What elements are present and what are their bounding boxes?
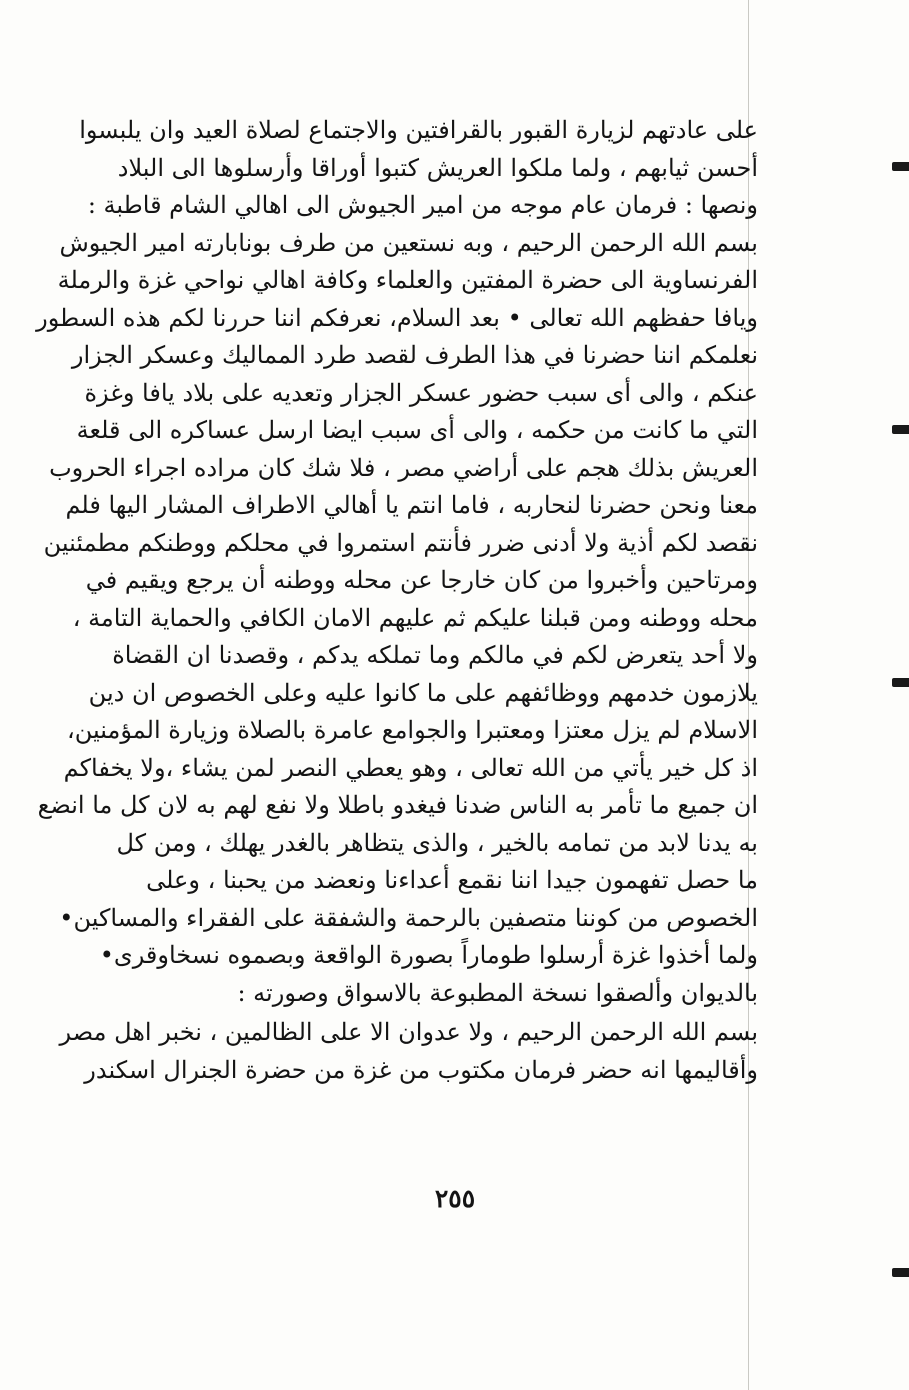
text-line: بالديوان وألصقوا نسخة المطبوعة بالاسواق وصورته : [237, 978, 758, 1007]
text-line: معنا ونحن حضرنا لنحاربه ، فاما انتم يا أهالي الاطراف المشار اليها فلم [65, 491, 758, 519]
text-line: به يدنا لابد من تمامه بالخير ، والذى يتظاهر بالغدر يهلك ، ومن كل [116, 828, 758, 857]
text-line: التي ما كانت من حكمه ، والى أى سبب ايضا ارسل عساكره الى قلعة [76, 416, 758, 444]
edge-mark [892, 425, 909, 434]
text-line: ولا أحد يتعرض لكم في مالكم وما تملكه يدكم ، وقصدنا ان القضاة [112, 641, 758, 669]
text-line: ولما أخذوا غزة أرسلوا طوماراً بصورة الواقعة وبصموه نسخاوقرى• [99, 941, 758, 969]
edge-mark [892, 1268, 909, 1277]
text-line: ما حصل تفهمون جيدا اننا نقمع أعداءنا ونعضد من يحبنا ، وعلى [146, 866, 758, 894]
edge-mark [892, 678, 909, 687]
text-line: ونصها : فرمان عام موجه من امير الجيوش الى اهالي الشام قاطبة : [87, 191, 758, 219]
text-line: ويافا حفظهم الله تعالى • بعد السلام، نعرفكم اننا حررنا لكم هذه السطور [36, 303, 758, 332]
text-line: بسم الله الرحمن الرحيم ، وبه نستعين من طرف بونابارته امير الجيوش [59, 228, 758, 257]
text-line: الخصوص من كوننا متصفين بالرحمة والشفقة على الفقراء والمساكين• [59, 903, 758, 932]
edge-mark [892, 162, 909, 171]
text-line: عنكم ، والى أى سبب حضور عسكر الجزار وتعديه على بلاد يافا وغزة [84, 378, 758, 407]
text-line: بسم الله الرحمن الرحيم ، ولا عدوان الا على الظالمين ، نخبر اهل مصر [59, 1018, 758, 1046]
text-line: الاسلام لم يزل معتزا ومعتبرا والجوامع عامرة بالصلاة وزيارة المؤمنين، [67, 716, 758, 744]
text-line: أحسن ثيابهم ، ولما ملكوا العريش كتبوا أوراقا وأرسلوها الى البلاد [117, 153, 758, 182]
text-line: على عادتهم لزيارة القبور بالقرافتين والاجتماع لصلاة العيد وان يلبسوا [79, 116, 758, 144]
body-text [36, 112, 758, 1089]
page-number: ٢٥٥ [434, 1184, 476, 1213]
text-line: وأقاليمها انه حضر فرمان مكتوب من غزة من حضرة الجنرال اسكندر [84, 1055, 758, 1084]
text-line: ومرتاحين وأخبروا من كان خارجا عن محله ووطنه أن يرجع ويقيم في [85, 566, 758, 594]
text-line: يلازمون خدمهم ووظائفهم على ما كانوا عليه وعلى الخصوص ان دين [88, 678, 758, 707]
text-line: نقصد لكم أذية ولا أدنى ضرر فأنتم استمروا في محلكم ووطنكم مطمئنين [43, 528, 758, 557]
text-line: محله ووطنه ومن قبلنا عليكم ثم عليهم الامان الكافي والحماية التامة ، [72, 603, 758, 632]
text-line: الفرنساوية الى حضرة المفتين والعلماء وكافة اهالي نواحي غزة والرملة [57, 266, 758, 294]
text-line: العريش بذلك هجم على أراضي مصر ، فلا شك كان مراده اجراء الحروب [49, 453, 758, 482]
text-line: ان جميع ما تأمر به الناس ضدنا فيغدو باطلا ولا نفع لهم به لان كل ما انضع [37, 791, 758, 819]
text-line: نعلمكم اننا حضرنا في هذا الطرف لقصد طرد المماليك وعسكر الجزار [71, 341, 758, 369]
text-line: اذ كل خير يأتي من الله تعالى ، وهو يعطي النصر لمن يشاء ،ولا يخفاكم [63, 753, 758, 782]
